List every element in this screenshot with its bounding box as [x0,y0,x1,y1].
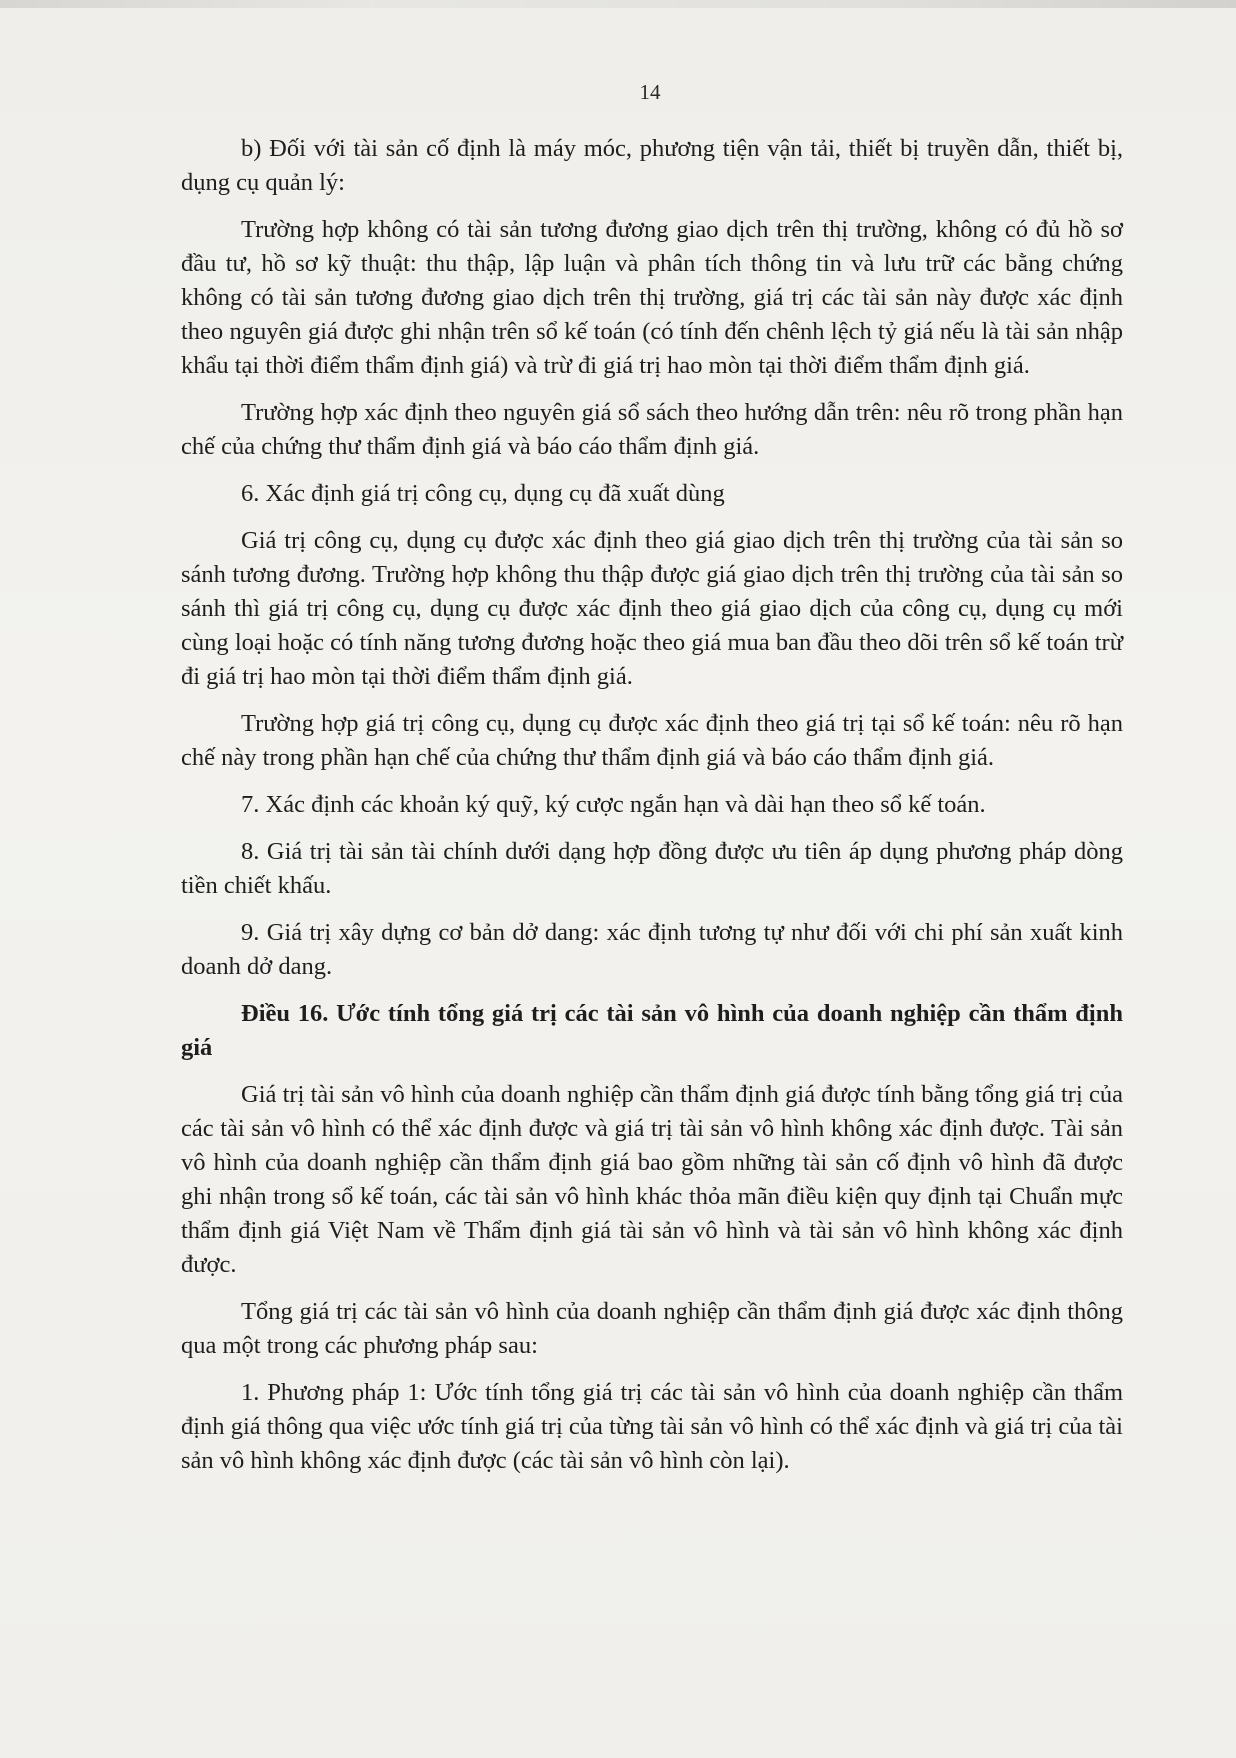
item-9-construction-in-progress: 9. Giá trị xây dựng cơ bản dở dang: xác định tương tự như đối với chi phí sản xuất kinh doanh dở dang. [181,919,1123,980]
article-16-heading: Điều 16. Ước tính tổng giá trị các tài sản vô hình của doanh nghiệp cần thẩm định giá [181,1000,1123,1061]
paragraph-no-equivalent-assets: Trường hợp không có tài sản tương đương giao dịch trên thị trường, không có đủ hồ sơ đầu tư, hồ sơ kỹ thuật: thu thập, lập luận và phân tích thông tin và lưu trữ các bằng chứng không có tài sản tương đương giao dịch trên thị trường, giá trị các tài sản này được xác định theo nguyên giá được ghi nhận trên sổ kế toán (có tính đến chênh lệch tỷ giá nếu là tài sản nhập khẩu tại thời điểm thẩm định giá) và trừ đi giá trị hao mòn tại thời điểm thẩm định giá. [181,216,1123,379]
item-7-deposits: 7. Xác định các khoản ký quỹ, ký cược ngắn hạn và dài hạn theo sổ kế toán. [241,791,986,818]
article-16-paragraph-methods: Tổng giá trị các tài sản vô hình của doanh nghiệp cần thẩm định giá được xác định thông qua một trong các phương pháp sau: [181,1298,1123,1359]
document-body [181,132,1123,1491]
paragraph-tools-value: Giá trị công cụ, dụng cụ được xác định theo giá giao dịch trên thị trường của tài sản so sánh tương đương. Trường hợp không thu thập được giá giao dịch trên thị trường của tài sản so sánh thì giá trị công cụ, dụng cụ được xác định theo giá giao dịch của công cụ, dụng cụ mới cùng loại hoặc có tính năng tương đương hoặc theo giá mua ban đầu theo dõi trên sổ kế toán trừ đi giá trị hao mòn tại thời điểm thẩm định giá. [181,527,1123,690]
page-number: 14 [639,80,661,104]
item-8-financial-assets: 8. Giá trị tài sản tài chính dưới dạng hợp đồng được ưu tiên áp dụng phương pháp dòng tiền chiết khấu. [181,838,1123,899]
paragraph-tools-limitation: Trường hợp giá trị công cụ, dụng cụ được xác định theo giá trị tại sổ kế toán: nêu rõ hạn chế này trong phần hạn chế của chứng thư thẩm định giá và báo cáo thẩm định giá. [181,710,1123,771]
paragraph-fixed-assets-machinery: b) Đối với tài sản cố định là máy móc, phương tiện vận tải, thiết bị truyền dẫn, thiết bị, dụng cụ quản lý: [181,135,1123,196]
article-16-paragraph-intangible-value: Giá trị tài sản vô hình của doanh nghiệp cần thẩm định giá được tính bằng tổng giá trị của các tài sản vô hình có thể xác định được và giá trị tài sản vô hình không xác định được. Tài sản vô hình của doanh nghiệp cần thẩm định giá bao gồm những tài sản cố định vô hình đã được ghi nhận trong sổ kế toán, các tài sản vô hình khác thỏa mãn điều kiện quy định tại Chuẩn mực thẩm định giá Việt Nam về Thẩm định giá tài sản vô hình và tài sản vô hình không xác định được. [181,1081,1123,1278]
item-6-heading: 6. Xác định giá trị công cụ, dụng cụ đã xuất dùng [241,480,725,507]
scan-edge-shadow [0,0,1236,8]
paragraph-book-value-limitation: Trường hợp xác định theo nguyên giá sổ sách theo hướng dẫn trên: nêu rõ trong phần hạn chế của chứng thư thẩm định giá và báo cáo thẩm định giá. [181,399,1123,460]
article-16-method-1: 1. Phương pháp 1: Ước tính tổng giá trị các tài sản vô hình của doanh nghiệp cần thẩm định giá thông qua việc ước tính giá trị của từng tài sản vô hình có thể xác định và giá trị của tài sản vô hình không xác định được (các tài sản vô hình còn lại). [181,1379,1123,1474]
